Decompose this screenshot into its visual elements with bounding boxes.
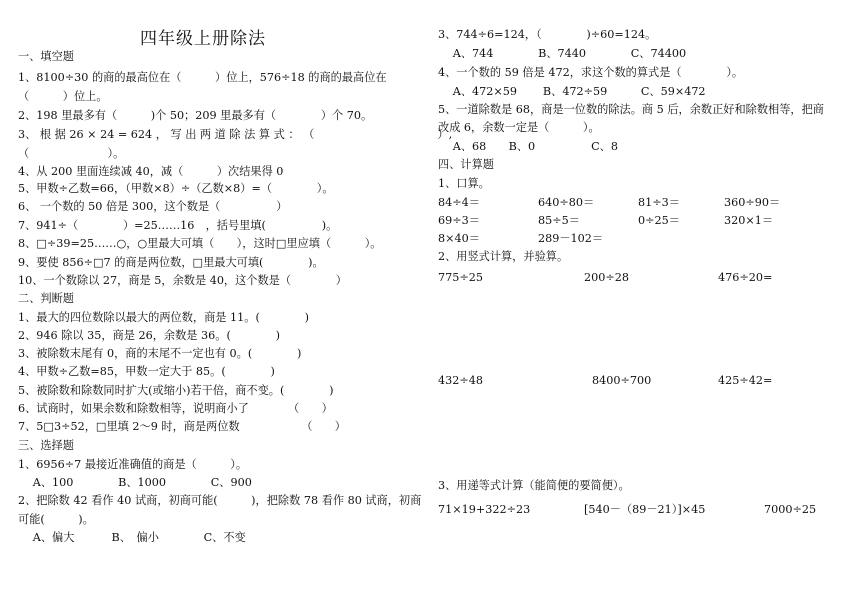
vertical-problem: 425÷42=: [718, 374, 773, 387]
question-line: 2、198 里最多有（ )个 50；209 里最多有（ ）个 70。: [18, 109, 373, 122]
choice-item: 可能( )。: [18, 513, 94, 526]
question-line: 3、 根 据 26 × 24 = 624 ， 写 出 两 道 除 法 算 式 ： （ ）,: [18, 128, 453, 141]
page-title: 四年级上册除法: [140, 29, 266, 49]
choice-item: 3、744÷6=124，（ )÷60=124。: [438, 28, 657, 41]
choice-item: 1、6956÷7 最接近准确值的商是（ ）。: [18, 458, 248, 471]
oral-item: 81÷3＝: [638, 196, 680, 209]
question-line: （ ）。: [18, 147, 125, 160]
section-fill-blank: 一、填空题: [18, 50, 74, 63]
oral-item: 84÷4＝: [438, 196, 480, 209]
choice-options: A、偏大 B、 偏小 C、不变: [18, 531, 246, 544]
question-line: 6、 一个数的 50 倍是 300，这个数是（ ）: [18, 200, 288, 213]
question-line: 10、一个数除以 27，商是 5，余数是 40，这个数是（ ）: [18, 274, 347, 287]
question-line: 9、要使 856÷□7 的商是两位数，□里最大可填( )。: [18, 256, 324, 269]
judge-item: 5、被除数和除数同时扩大(或缩小)若干倍，商不变。( ): [18, 384, 334, 397]
subsection-oral: 1、口算。: [438, 177, 490, 190]
question-line: （ ）位上。: [18, 90, 108, 103]
judge-item: 1、最大的四位数除以最大的两位数，商是 11。( ): [18, 311, 309, 324]
oral-item: 69÷3＝: [438, 214, 480, 227]
judge-item: 2、946 除以 35，商是 26，余数是 36。( ): [18, 329, 280, 342]
oral-item: 289－102＝: [538, 232, 604, 245]
choice-item: 5、一道除数是 68，商是一位数的除法。商 5 后，余数正好和除数相等，把商: [438, 103, 824, 116]
question-line: 7、941÷（ ）=25……16 ，括号里填( )。: [18, 219, 338, 232]
choice-item: 改成 6，余数一定是（ ）。: [438, 121, 600, 134]
vertical-problem: 8400÷700: [592, 374, 652, 387]
question-line: 4、从 200 里面连续减 40，减（ ）次结果得 0: [18, 165, 284, 178]
choice-options: A、68 B、0 C、8: [438, 140, 618, 153]
oral-item: 8×40＝: [438, 232, 480, 245]
vertical-problem: 476÷20=: [718, 271, 773, 284]
section-calculation: 四、计算题: [438, 158, 494, 171]
choice-options: A、472×59 B、472÷59 C、59×472: [438, 85, 706, 98]
choice-item: 2、把除数 42 看作 40 试商，初商可能( )，把除数 78 看作 80 试商，初商: [18, 494, 422, 507]
oral-item: 85÷5＝: [538, 214, 580, 227]
stepwise-problem: 7000÷25: [764, 503, 817, 516]
vertical-problem: 200÷28: [584, 271, 629, 284]
judge-item: 6、试商时，如果余数和除数相等，说明商小了 （ ）: [18, 402, 333, 415]
question-line: 1、8100÷30 的商的最高位在（ ）位上，576÷18 的商的最高位在: [18, 71, 387, 84]
subsection-stepwise: 3、用递等式计算（能简便的要简便）。: [438, 479, 630, 492]
oral-item: 320×1＝: [724, 214, 774, 227]
judge-item: 7、5□3÷52，□里填 2～9 时，商是两位数 （ ）: [18, 420, 346, 433]
judge-item: 3、被除数末尾有 0，商的末尾不一定也有 0。( ): [18, 347, 302, 360]
vertical-problem: 432÷48: [438, 374, 483, 387]
choice-options: A、100 B、1000 C、900: [18, 476, 252, 489]
choice-options: A、744 B、7440 C、74400: [438, 47, 687, 60]
choice-item: 4、一个数的 59 倍是 472，求这个数的算式是（ ）。: [438, 66, 744, 79]
subsection-vertical: 2、用竖式计算，并验算。: [438, 250, 569, 263]
question-line: 8、□÷39=25……○，○里最大可填（ ），这时□里应填（ ）。: [18, 237, 382, 250]
question-line: 5、甲数÷乙数=66，（甲数×8）÷（乙数×8）=（ ）。: [18, 182, 334, 195]
oral-item: 640÷80＝: [538, 196, 595, 209]
stepwise-problem: [540－（89－21）]×45: [584, 503, 706, 516]
section-true-false: 二、判断题: [18, 292, 74, 305]
oral-item: 360÷90＝: [724, 196, 781, 209]
stepwise-problem: 71×19+322÷23: [438, 503, 531, 516]
oral-item: 0÷25＝: [638, 214, 680, 227]
judge-item: 4、甲数÷乙数=85，甲数一定大于 85。( ): [18, 365, 275, 378]
vertical-problem: 775÷25: [438, 271, 483, 284]
section-choice: 三、选择题: [18, 439, 74, 452]
